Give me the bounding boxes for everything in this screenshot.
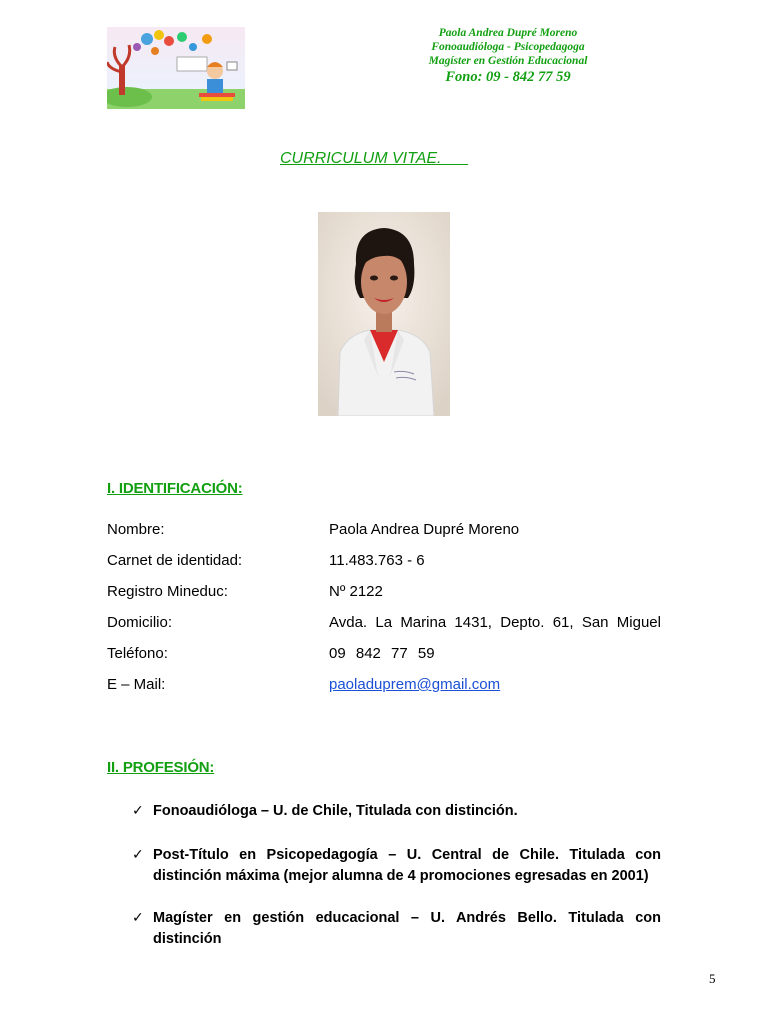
section-identificacion-heading: I. IDENTIFICACIÓN: — [107, 480, 243, 497]
logo-illustration — [107, 27, 245, 109]
id-label-registro: Registro Mineduc: — [107, 583, 228, 600]
profession-item — [132, 801, 661, 822]
header-phone: Fono: 09 - 842 77 59 — [445, 69, 571, 85]
id-value-domicilio: Avda. La Marina 1431, Depto. 61, San Miguel — [329, 614, 661, 631]
id-row-registro — [107, 583, 661, 603]
id-value-registro: Nº 2122 — [329, 583, 383, 600]
header-name: Paola Andrea Dupré Moreno — [438, 27, 578, 39]
id-row-carnet — [107, 552, 661, 572]
id-row-telefono — [107, 645, 661, 665]
id-row-domicilio — [107, 614, 661, 634]
id-row-nombre — [107, 521, 661, 541]
id-value-carnet: 11.483.763 - 6 — [329, 552, 425, 569]
id-row-email — [107, 676, 661, 696]
id-label-telefono: Teléfono: — [107, 645, 168, 662]
id-label-nombre: Nombre: — [107, 521, 165, 538]
profession-item-text: Magíster en gestión educacional – U. Andrés Bello. Titulada con distinción — [153, 910, 661, 947]
id-label-email: E – Mail: — [107, 676, 166, 693]
profession-item — [132, 845, 661, 887]
page-number: 5 — [709, 971, 716, 986]
id-value-email — [329, 676, 661, 693]
profession-item-text: Fonoaudióloga – U. de Chile, Titulada con distinción. — [153, 803, 518, 819]
id-value-nombre: Paola Andrea Dupré Moreno — [329, 521, 520, 538]
page-title: CURRICULUM VITAE. — [280, 150, 469, 167]
id-label-domicilio: Domicilio: — [107, 614, 173, 631]
section-profesion-heading: II. PROFESIÓN: — [107, 759, 215, 776]
checkmark-icon: ✓ — [132, 847, 144, 863]
header-profession: Fonoaudióloga - Psicopedagoga — [431, 41, 585, 53]
id-value-telefono: 09 842 77 59 — [329, 645, 435, 662]
header-block — [390, 26, 626, 86]
checkmark-icon: ✓ — [132, 910, 144, 926]
id-label-carnet: Carnet de identidad: — [107, 552, 243, 569]
checkmark-icon: ✓ — [132, 803, 144, 819]
portrait-photo — [318, 212, 450, 416]
email-link[interactable]: paoladuprem@gmail.com — [329, 676, 501, 693]
profession-item — [132, 908, 661, 950]
header-degree: Magíster en Gestión Educacional — [428, 55, 588, 67]
profession-item-text: Post-Título en Psicopedagogía – U. Central de Chile. Titulada con distinción máxima (mejor alumna de 4 promociones egresadas en 2001) — [153, 847, 661, 884]
